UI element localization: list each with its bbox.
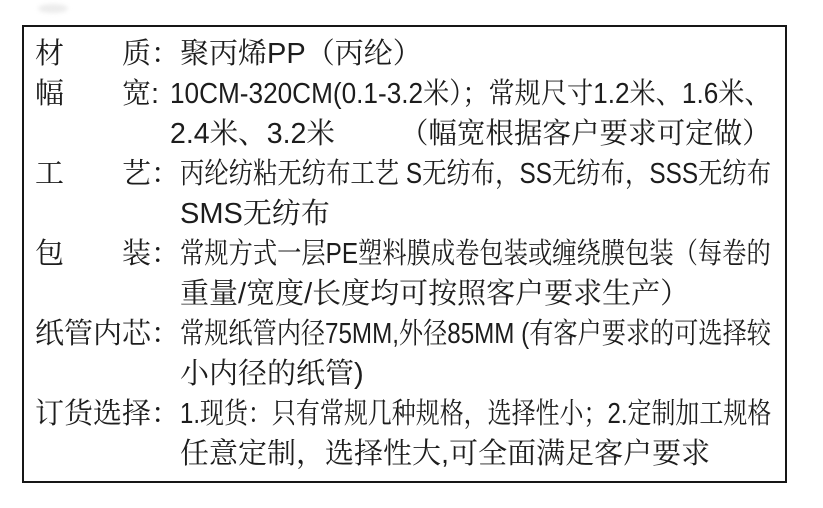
spec-value-line: 1.现货：只有常规几种规格，选择性小；2.定制加工规格 <box>180 398 772 430</box>
scan-smudge <box>38 4 68 13</box>
spec-value-material <box>180 34 771 74</box>
spec-colon: : <box>151 78 168 110</box>
spec-label-order-options: 订货选择 <box>35 398 152 430</box>
spec-value-line: 2.4米、3.2米 （幅宽根据客户要求可定做） <box>170 118 771 150</box>
spec-value-process <box>180 154 771 234</box>
spec-colon: ： <box>151 398 181 430</box>
spec-label-process: 工艺 <box>35 158 151 190</box>
spec-value-line: 常规方式一层PE塑料膜成卷包装或缠绕膜包装（每卷的 <box>180 238 771 270</box>
spec-label-paper-tube-core: 纸管内芯 <box>35 318 152 350</box>
spec-value-line: 常规纸管内径75MM,外径85MM (有客户要求的可选择较 <box>180 318 771 350</box>
spec-colon: ： <box>151 238 181 270</box>
spec-colon: ： <box>151 318 181 350</box>
spec-label-material: 材质 <box>35 38 151 70</box>
spec-value-line: 重量/宽度/长度均可按照客户要求生产） <box>180 278 690 310</box>
spec-row-paper-tube-core <box>35 314 771 394</box>
spec-label-width: 幅宽 <box>35 78 151 110</box>
spec-value-line: 丙纶纺粘无纺布工艺 S无纺布，SS无纺布，SSS无纺布 <box>180 158 772 190</box>
spec-value-line: SMS无纺布 <box>180 198 330 230</box>
spec-value-packaging <box>180 234 771 314</box>
spec-colon: ： <box>151 158 181 190</box>
spec-value-line: 聚丙烯PP（丙纶） <box>180 38 422 70</box>
spec-value-line: 任意定制，选择性大,可全面满足客户要求 <box>180 438 711 470</box>
spec-label-packaging: 包装 <box>35 238 151 270</box>
spec-table <box>22 25 787 483</box>
spec-colon: ： <box>151 38 181 70</box>
spec-value-order-options <box>180 394 771 474</box>
spec-row-order-options <box>35 394 771 474</box>
spec-row-packaging <box>35 234 771 314</box>
spec-row-width <box>35 74 771 154</box>
spec-value-line: 10CM-320CM(0.1-3.2米）；常规尺寸1.2米、1.6米、 <box>170 78 771 110</box>
spec-value-width <box>170 74 771 154</box>
spec-row-process <box>35 154 771 234</box>
spec-value-paper-tube-core <box>180 314 771 394</box>
spec-row-material <box>35 34 771 74</box>
spec-value-line: 小内径的纸管) <box>180 358 364 390</box>
